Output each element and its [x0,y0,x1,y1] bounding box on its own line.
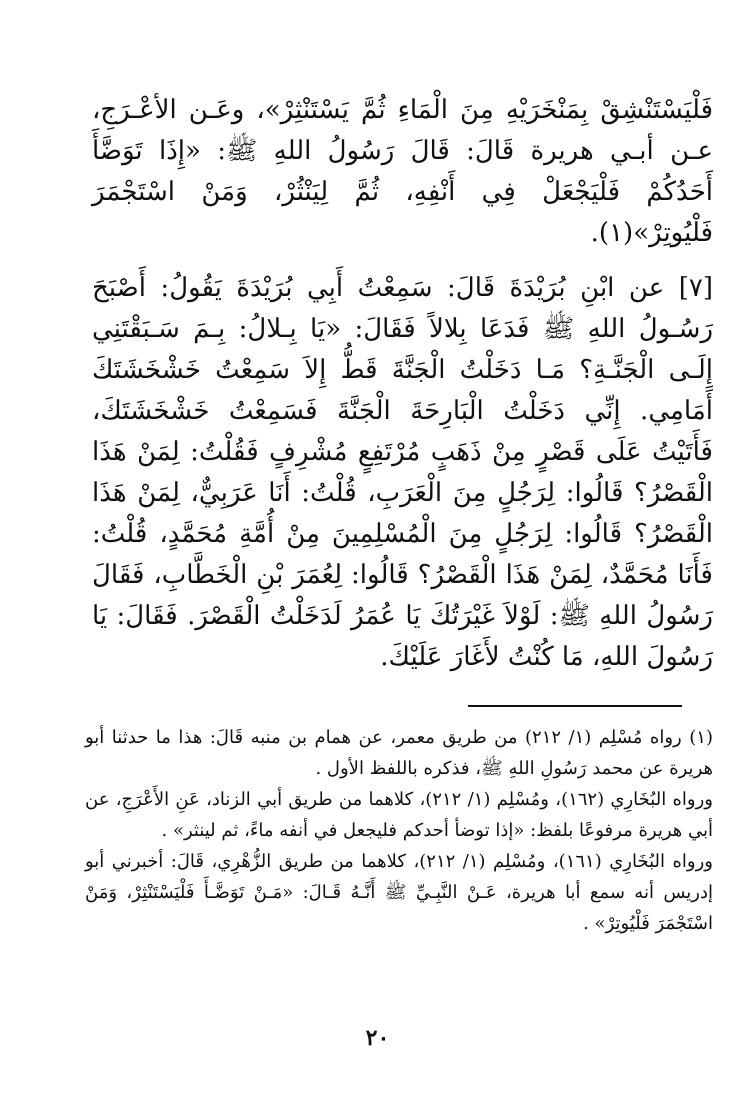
footnote-2: ورواه البُخَارِي (١٦٢)، ومُسْلِم (١/ ٢١٢)، كلاهما من طريق أبي الزناد، عَنِ الأَعْرَجِ، عن أبي هريرة مرفوعًا بلفظ: «إذا توضأ أحدكم فليجعل في أنفه ماءً، ثم لينثر» . [85,789,713,841]
footnote-3: ورواه البُخَارِي (١٦١)، ومُسْلِم (١/ ٢١٢)، كلاهما من طريق الزُّهْرِي، قَالَ: أخبرني أبو إدريس أنه سمع أبا هريرة، عَـنْ النَّبِـيِّ ﷺ أَنَّـهُ قَـالَ: «مَـنْ تَوَضَّـأَ فَلْيَسْتَنْثِرْ، وَمَنْ اسْتَجْمَرَ فَلْيُوتِرْ» . [85,851,713,934]
footnote-1: (١) رواه مُسْلِم (١/ ٢١٢) من طريق معمر، عن همام بن منبه قَالَ: هذا ما حدثنا أبو هريرة عن محمد رَسُولِ اللهِ ﷺ، فذكره باللفظ الأول . [85,727,713,779]
footnotes [85,722,713,939]
footnote-divider [468,705,682,707]
hadith-paragraph-2: [٧] عن ابْنِ بُرَيْدَةَ قَالَ: سَمِعْتُ أَبِي بُرَيْدَةَ يَقُولُ: أَصْبَحَ رَسُـولُ اللهِ ﷺ فَدَعَا بِلالاً فَقَالَ: «يَا بِـلالُ: بِـمَ سَـبَقْتَنِي إِلَـى الْجَنَّـةِ؟ مَـا دَخَلْتُ الْجَنَّةَ قَطُّ إِلاَ سَمِعْتُ خَشْخَشَتَكَ أَمَامِي. إِنِّي دَخَلْتُ الْبَارِحَةَ الْجَنَّةَ فَسَمِعْتُ خَشْخَشَتَكَ، فَأَتَيْتُ عَلَى قَصْرٍ مِنْ ذَهَبٍ مُرْتَفِعٍ مُشْرِفٍ فَقُلْتُ: لِمَنْ هَذَا الْقَصْرُ؟ قَالُوا: لِرَجُلٍ مِنَ الْعَرَبِ، قُلْتُ: أَنَا عَرَبِيٌّ، لِمَنْ هَذَا الْقَصْرُ؟ قَالُوا: لِرَجُلٍ مِنَ الْمُسْلِمِينَ مِنْ أُمَّةِ مُحَمَّدٍ، قُلْتُ: فَأَنَا مُحَمَّدٌ، لِمَنْ هَذَا الْقَصْرُ؟ قَالُوا: لِعُمَرَ بْنِ الْخَطَّابِ، فَقَالَ رَسُولُ اللهِ ﷺ: لَوْلاَ غَيْرَتُكَ يَا عُمَرُ لَدَخَلْتُ الْقَصْرَ. فَقَالَ: يَا رَسُولَ اللهِ، مَا كُنْتُ لأَغَارَ عَلَيْكَ. [92,273,713,672]
hadith-paragraph-1: فَلْيَسْتَنْشِقْ بِمَنْخَرَيْهِ مِنَ الْمَاءِ ثُمَّ يَسْتَنْثِرْ»، وعَـن الأعْـرَجِ، عـن أبـي هريرة قَالَ: قَالَ رَسُولُ اللهِ ﷺ: «إِذَا تَوَضَّأَ أَحَدُكُمْ فَلْيَجْعَلْ فِي أَنْفِهِ، ثُمَّ لِيَنْثُرْ، وَمَنْ اسْتَجْمَرَ فَلْيُوتِرْ»(١). [92,95,713,248]
main-text [92,90,713,678]
page-number: ٢٠ [365,1025,390,1051]
